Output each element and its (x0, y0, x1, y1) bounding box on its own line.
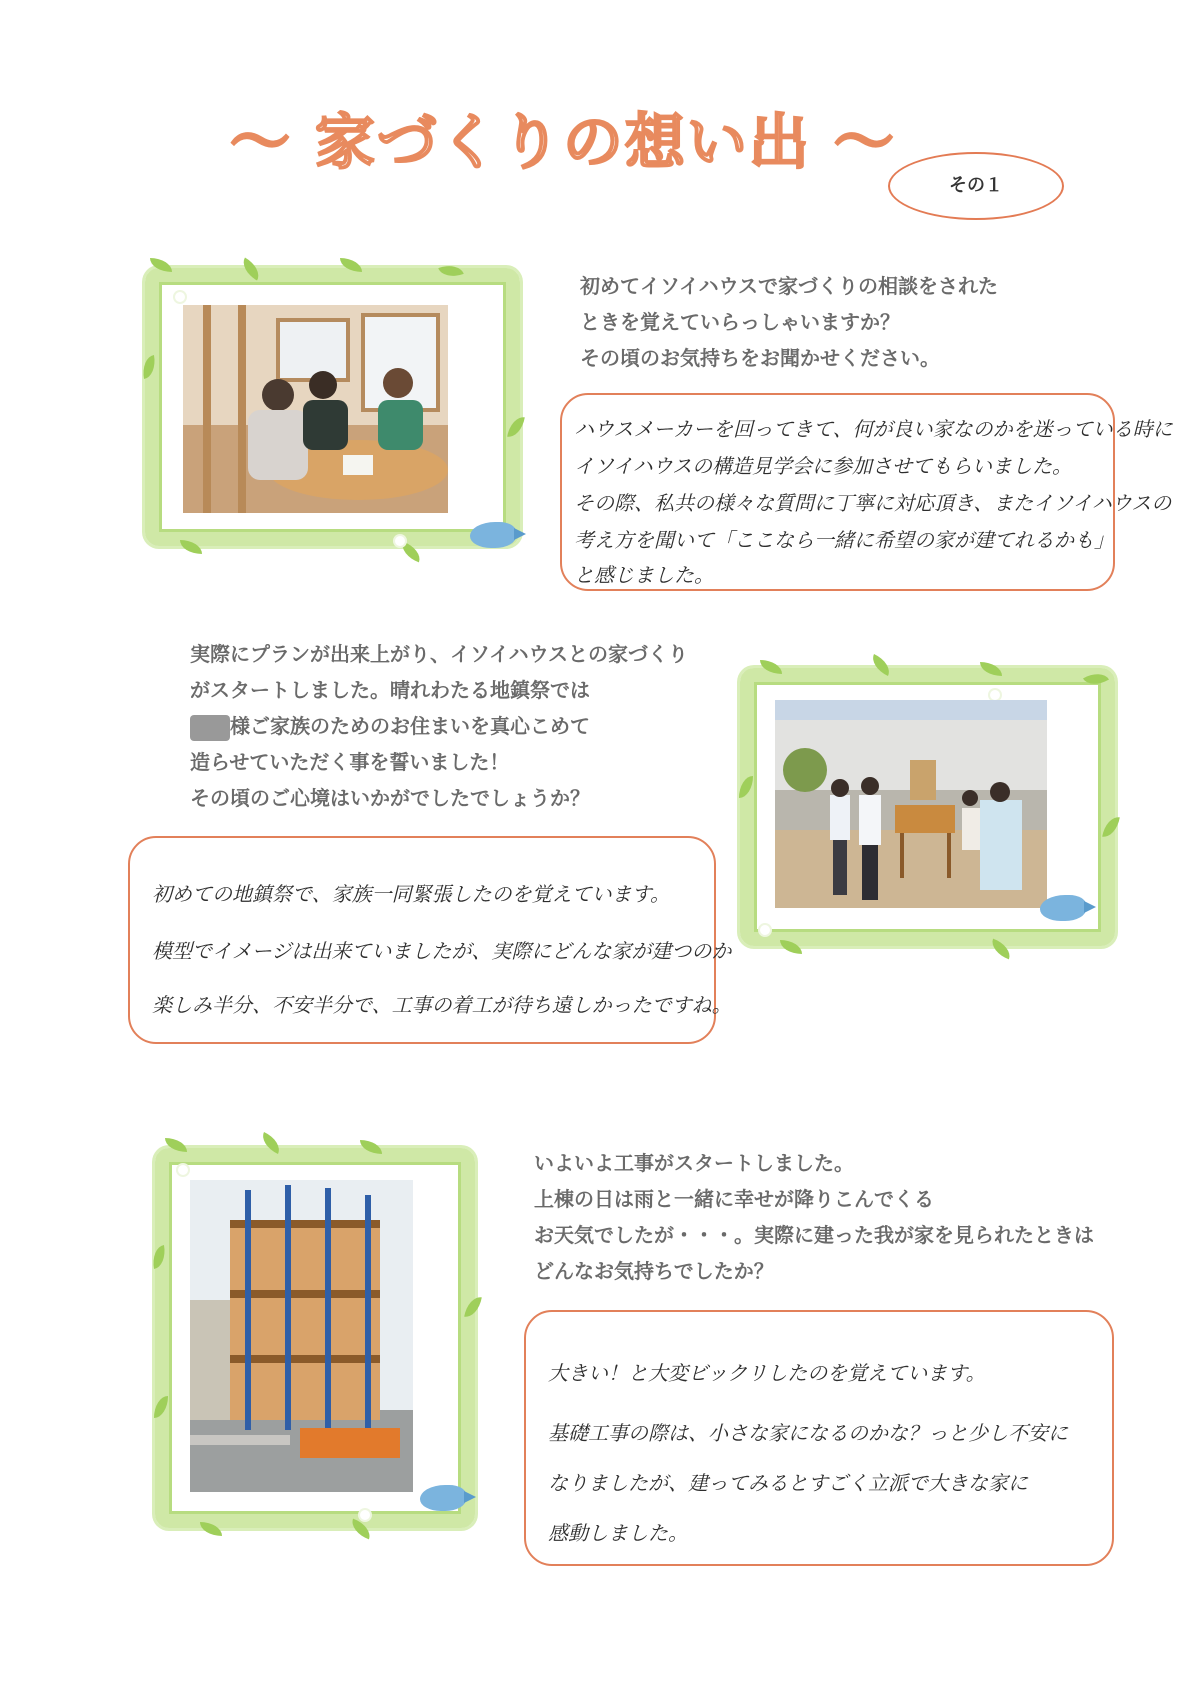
consultation-photo (183, 305, 448, 513)
flower-icon (990, 690, 1000, 700)
answer-line: 基礎工事の際は、小さな家になるのかな？っと少し不安に (548, 1421, 1068, 1445)
question-3 (534, 1145, 1094, 1289)
question-line: お天気でしたが・・・。実際に建った我が家を見られたときは (534, 1223, 1094, 1247)
redacted-name (190, 715, 230, 741)
flower-icon (175, 292, 185, 302)
question-line: どんなお気持ちでしたか？ (534, 1259, 774, 1283)
page-title: ～ 家づくりの想い出 ～ (230, 108, 896, 178)
answer-line: 大きい！と大変ビックリしたのを覚えています。 (548, 1361, 986, 1385)
question-line: ときを覚えていらっしゃいますか？ (580, 310, 900, 334)
question-line: その頃のお気持ちをお聞かせください。 (580, 346, 940, 370)
answer-line: と感じました。 (574, 563, 714, 587)
question-line: 造らせていただく事を誓いました！ (190, 750, 510, 774)
answer-line: イソイハウスの構造見学会に参加させてもらいました。 (574, 454, 1072, 478)
question-2 (190, 636, 688, 816)
flower-icon (760, 925, 770, 935)
question-line: その頃のご心境はいかがでしたでしょうか？ (190, 786, 590, 810)
flower-icon (178, 1165, 188, 1175)
question-1 (580, 268, 998, 376)
answer-line: その際、私共の様々な質問に丁寧に対応頂き、またイソイハウスの (574, 491, 1172, 515)
question-line: がスタートしました。晴れわたる地鎮祭では (190, 678, 590, 702)
question-line: 上棟の日は雨と一緒に幸せが降りこんでくる (534, 1187, 934, 1211)
answer-line: 模型でイメージは出来ていましたが、実際にどんな家が建つのか (152, 939, 732, 963)
flower-icon (360, 1510, 370, 1520)
answer-line: 楽しみ半分、不安半分で、工事の着工が待ち遠しかったですね。 (152, 993, 732, 1017)
consultation-photo-art (183, 305, 448, 513)
part-label-bubble: その１ (888, 152, 1064, 220)
bird-icon (470, 522, 516, 548)
answer-box-1 (560, 393, 1173, 591)
answer-line: 初めての地鎮祭で、家族一同緊張したのを覚えています。 (152, 882, 670, 906)
answer-line: ハウスメーカーを回ってきて、何が良い家なのかを迷っている時に (574, 417, 1173, 441)
question-line: 様ご家族のためのお住まいを真心こめて (190, 708, 688, 744)
question-line: 初めてイソイハウスで家づくりの相談をされた (580, 274, 998, 298)
groundbreaking-photo-art (775, 700, 1047, 908)
framing-photo (190, 1180, 413, 1492)
answer-box-2 (128, 836, 732, 1044)
answer-box-3 (524, 1310, 1114, 1566)
answer-line: なりましたが、建ってみるとすごく立派で大きな家に (548, 1471, 1028, 1495)
flower-icon (395, 536, 405, 546)
question-line: いよいよ工事がスタートしました。 (534, 1151, 854, 1175)
answer-line: 感動しました。 (548, 1521, 688, 1545)
answer-line: 考え方を聞いて「ここなら一緒に希望の家が建てれるかも」 (574, 528, 1114, 552)
question-line: 実際にプランが出来上がり、イソイハウスとの家づくり (190, 642, 688, 666)
bird-icon (420, 1485, 466, 1511)
bird-icon (1040, 895, 1086, 921)
framing-photo-art (190, 1180, 413, 1492)
groundbreaking-photo (775, 700, 1047, 908)
